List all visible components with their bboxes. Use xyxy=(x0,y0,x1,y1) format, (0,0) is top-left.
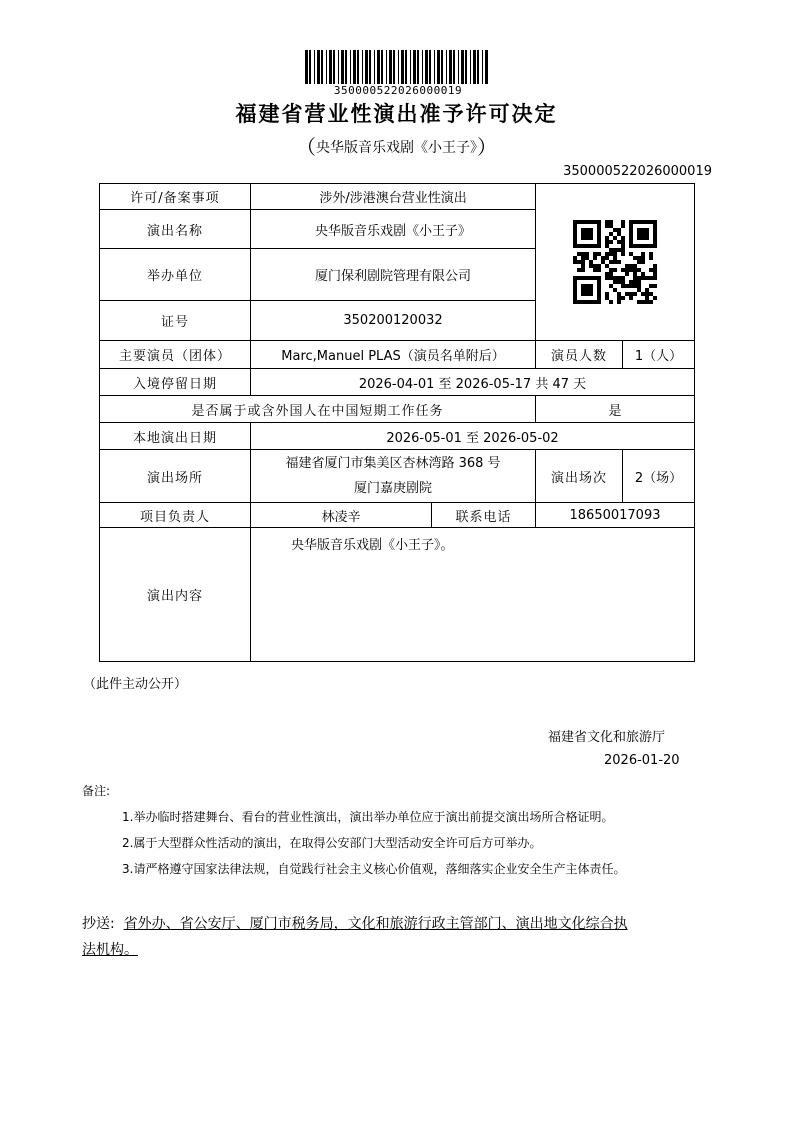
entry-stay-label: 入境停留日期 xyxy=(100,369,251,396)
qr-module xyxy=(589,260,593,264)
barcode-bar xyxy=(434,50,435,84)
barcode-bar xyxy=(470,50,471,84)
qr-module xyxy=(609,220,613,224)
barcode-number: 35000052202600001​9 xyxy=(333,84,463,97)
qr-module xyxy=(641,292,645,296)
show-name-value: 央华版音乐戏剧《小王子》 xyxy=(251,210,536,249)
qr-module xyxy=(649,252,653,256)
cc-label: 抄送: xyxy=(82,916,115,932)
qr-module xyxy=(633,256,637,260)
qr-module xyxy=(637,228,649,240)
barcode-bar xyxy=(441,50,443,84)
permit-item-value: 涉外/涉港澳台营业性演出 xyxy=(251,184,536,210)
barcode-bar xyxy=(389,50,392,84)
cc-list xyxy=(82,911,722,963)
barcode-bar xyxy=(353,50,356,84)
issuing-authority: 福建省文化和旅游厅 xyxy=(548,730,666,745)
permit-item-label: 许可/备案事项 xyxy=(100,184,251,210)
qr-module xyxy=(633,276,637,280)
qr-module xyxy=(625,268,629,272)
contact-phone-value: 18650017093 xyxy=(536,503,695,528)
qr-module xyxy=(573,260,577,264)
qr-module xyxy=(609,260,613,264)
qr-module xyxy=(593,268,597,272)
qr-module xyxy=(653,284,657,288)
subtitle-text: 央华版音乐戏剧《小王子》 xyxy=(316,140,477,156)
barcode-bar xyxy=(345,50,347,84)
qr-module xyxy=(605,220,609,224)
cc-recipients-line1: 省外办、省公安厅、厦门市税务局，文化和旅游行政主管部门、演出地文化综合执 xyxy=(123,916,628,932)
show-content-value: 央华版音乐戏剧《小王子》。 xyxy=(251,528,695,662)
entry-stay-value: 2026-04-01 至 2026-05-17 共 47 天 xyxy=(251,369,695,396)
qr-module xyxy=(637,268,641,272)
performer-count-value: 1（人） xyxy=(623,341,695,369)
project-lead-label: 项目负责人 xyxy=(100,503,251,528)
qr-module xyxy=(645,288,649,292)
venue-name: 厦门嘉庚剧院 xyxy=(354,481,433,496)
qr-module xyxy=(581,252,585,256)
qr-module xyxy=(581,260,585,264)
qr-module xyxy=(593,264,597,268)
local-show-date-value: 2026-05-01 至 2026-05-02 xyxy=(251,423,695,450)
qr-module xyxy=(597,264,601,268)
table-row xyxy=(100,396,695,423)
barcode-bar xyxy=(429,50,431,84)
qr-module xyxy=(609,272,613,276)
qr-module xyxy=(573,256,577,260)
barcode-bar xyxy=(473,50,476,84)
qr-module xyxy=(609,300,613,304)
barcode-bar xyxy=(362,50,363,84)
table-row xyxy=(100,503,695,528)
barcode-bar xyxy=(386,50,387,84)
barcode-bar xyxy=(329,50,332,84)
qr-module xyxy=(629,252,633,256)
qr-module xyxy=(649,268,653,272)
barcode-bar xyxy=(305,50,308,84)
barcode-bar xyxy=(321,50,323,84)
qr-module xyxy=(605,296,609,300)
qr-module xyxy=(645,300,649,304)
barcode-bar xyxy=(401,50,404,84)
qr-module xyxy=(621,268,625,272)
qr-module xyxy=(633,268,637,272)
foreign-short-term-label: 是否属于或含外国人在中国短期工作任务 xyxy=(100,396,536,423)
local-show-date-label: 本地演出日期 xyxy=(100,423,251,450)
show-content-label: 演出内容 xyxy=(100,528,251,662)
qr-module xyxy=(593,256,597,260)
qr-module xyxy=(617,248,621,252)
barcode-bar xyxy=(465,50,467,84)
barcode-bar xyxy=(413,50,416,84)
qr-module xyxy=(621,248,625,252)
qr-module xyxy=(625,284,629,288)
qr-module xyxy=(625,272,629,276)
show-count-label: 演出场次 xyxy=(536,450,623,503)
table-row xyxy=(100,528,695,662)
public-disclosure-note: （此件主动公开） xyxy=(83,677,188,692)
qr-module xyxy=(605,292,609,296)
qr-module xyxy=(577,252,581,256)
barcode-bar xyxy=(393,50,395,84)
qr-module xyxy=(617,232,621,236)
barcode-bar xyxy=(422,50,423,84)
qr-module xyxy=(601,260,605,264)
qr-module xyxy=(617,300,621,304)
qr-module xyxy=(585,252,589,256)
qr-module xyxy=(637,260,641,264)
barcode-bar xyxy=(425,50,428,84)
qr-module xyxy=(649,256,653,260)
venue-address: 福建省厦门市集美区杏林湾路 368 号 xyxy=(285,456,501,471)
barcode-bar xyxy=(405,50,407,84)
qr-module xyxy=(609,240,613,244)
qr-module xyxy=(617,280,621,284)
qr-module xyxy=(617,228,621,232)
remark-item: 3.请严格遵守国家法律法规，自觉践行社会主义核心价值观，落细落实企业安全生产主体责任。 xyxy=(122,862,626,876)
document-subtitle xyxy=(0,131,793,160)
qr-module xyxy=(621,240,625,244)
qr-module xyxy=(621,280,625,284)
qr-module xyxy=(637,300,641,304)
qr-module xyxy=(613,288,617,292)
barcode-bar xyxy=(350,50,351,84)
venue-label: 演出场所 xyxy=(100,450,251,503)
main-performers-label: 主要演员（团体） xyxy=(100,341,251,369)
qr-module xyxy=(577,268,581,272)
show-name-label: 演出名称 xyxy=(100,210,251,249)
barcode-bar xyxy=(446,50,447,84)
qr-module xyxy=(617,276,621,280)
qr-module xyxy=(605,244,609,248)
qr-module xyxy=(645,292,649,296)
organizer-value: 厦门保利剧院管理有限公司 xyxy=(251,249,536,301)
qr-module xyxy=(633,280,637,284)
barcode-bar xyxy=(410,50,411,84)
barcode-bar xyxy=(485,50,488,84)
barcode-bar xyxy=(477,50,479,84)
venue-value xyxy=(251,450,536,503)
barcode-bar xyxy=(338,50,339,84)
qr-module xyxy=(609,276,613,280)
table-row xyxy=(100,184,695,210)
qr-module xyxy=(605,236,609,240)
barcode-bar xyxy=(482,50,483,84)
qr-module xyxy=(625,264,629,268)
qr-module xyxy=(637,256,641,260)
qr-module xyxy=(629,296,633,300)
qr-module xyxy=(653,264,657,268)
license-number-label: 证号 xyxy=(100,301,251,341)
qr-module xyxy=(605,256,609,260)
qr-module xyxy=(613,276,617,280)
barcode-bar xyxy=(357,50,359,84)
qr-module xyxy=(633,272,637,276)
qr-module xyxy=(653,272,657,276)
qr-module xyxy=(645,276,649,280)
qr-module xyxy=(581,264,585,268)
table-row xyxy=(100,341,695,369)
license-number-value: 350200120032 xyxy=(251,301,536,341)
qr-module xyxy=(621,284,625,288)
table-row xyxy=(100,369,695,396)
barcode-bar xyxy=(365,50,368,84)
remark-item: 1.举办临时搭建舞台、看台的营业性演出，演出举办单位应于演出前提交演出场所合格证明。 xyxy=(122,810,614,824)
qr-module xyxy=(613,260,617,264)
qr-module xyxy=(609,224,613,228)
cc-recipients-line2: 法机构。 xyxy=(82,942,138,958)
qr-module xyxy=(641,252,645,256)
remarks-heading: 备注: xyxy=(82,784,111,798)
qr-module xyxy=(613,252,617,256)
qr-module xyxy=(633,264,637,268)
qr-cell xyxy=(536,184,695,341)
qr-module xyxy=(613,248,617,252)
qr-module xyxy=(605,252,609,256)
qr-module xyxy=(609,248,613,252)
qr-module xyxy=(621,244,625,248)
qr-module xyxy=(609,284,613,288)
document-title: 福建省营业性演出准予许可决定 xyxy=(235,102,558,126)
qr-module xyxy=(581,268,585,272)
barcode-bar xyxy=(458,50,459,84)
subtitle-open-paren: （ xyxy=(296,135,316,159)
main-performers-value: Marc,Manuel PLAS（演员名单附后） xyxy=(251,341,536,369)
barcode-bar xyxy=(461,50,464,84)
qr-module xyxy=(641,276,645,280)
barcode-bar xyxy=(437,50,440,84)
barcode-bar xyxy=(398,50,399,84)
qr-module xyxy=(629,264,633,268)
qr-module xyxy=(597,268,601,272)
qr-module xyxy=(605,276,609,280)
table-row xyxy=(100,423,695,450)
qr-module xyxy=(597,252,601,256)
qr-module xyxy=(621,296,625,300)
qr-code-icon xyxy=(573,220,657,304)
qr-module xyxy=(641,272,645,276)
qr-module xyxy=(653,268,657,272)
qr-module xyxy=(605,240,609,244)
qr-module xyxy=(637,276,641,280)
qr-module xyxy=(585,256,589,260)
qr-module xyxy=(589,264,593,268)
barcode-bar xyxy=(369,50,371,84)
qr-module xyxy=(605,264,609,268)
qr-module xyxy=(617,240,621,244)
permit-table xyxy=(99,183,695,662)
qr-module xyxy=(609,252,613,256)
barcode-bar xyxy=(374,50,375,84)
qr-module xyxy=(601,256,605,260)
subtitle-close-paren: ） xyxy=(477,135,497,159)
qr-module xyxy=(621,276,625,280)
qr-module xyxy=(653,296,657,300)
qr-module xyxy=(653,276,657,280)
barcode xyxy=(303,50,493,84)
qr-module xyxy=(605,224,609,228)
qr-module xyxy=(637,284,641,288)
qr-module xyxy=(649,276,653,280)
qr-module xyxy=(581,228,593,240)
qr-module xyxy=(581,284,593,296)
qr-module xyxy=(641,256,645,260)
qr-module xyxy=(649,292,653,296)
qr-module xyxy=(649,284,653,288)
barcode-bar xyxy=(417,50,419,84)
qr-module xyxy=(613,256,617,260)
qr-module xyxy=(629,284,633,288)
qr-module xyxy=(629,268,633,272)
project-lead-value: 林凌辛 xyxy=(251,503,432,528)
qr-module xyxy=(629,280,633,284)
qr-module xyxy=(621,236,625,240)
document-number: 350000522026000019 xyxy=(563,164,712,179)
qr-module xyxy=(633,284,637,288)
qr-module xyxy=(577,260,581,264)
qr-module xyxy=(649,300,653,304)
qr-module xyxy=(617,296,621,300)
qr-module xyxy=(609,232,613,236)
qr-module xyxy=(645,296,649,300)
qr-module xyxy=(641,260,645,264)
organizer-label: 举办单位 xyxy=(100,249,251,301)
barcode-bar xyxy=(381,50,383,84)
remark-item: 2.属于大型群众性活动的演出，在取得公安部门大型活动安全许可后方可举办。 xyxy=(122,836,542,850)
qr-module xyxy=(609,268,613,272)
contact-phone-label: 联系电话 xyxy=(432,503,536,528)
qr-module xyxy=(637,280,641,284)
qr-module xyxy=(621,220,625,224)
qr-module xyxy=(605,272,609,276)
qr-module xyxy=(617,260,621,264)
table-row xyxy=(100,450,695,503)
show-count-value: 2（场） xyxy=(623,450,695,503)
foreign-short-term-value: 是 xyxy=(536,396,695,423)
issue-date: 2026-01-20 xyxy=(604,753,680,768)
barcode-bar xyxy=(377,50,380,84)
qr-module xyxy=(581,256,585,260)
performer-count-label: 演员人数 xyxy=(536,341,623,369)
barcode-bar xyxy=(453,50,455,84)
qr-module xyxy=(613,280,617,284)
barcode-bar xyxy=(333,50,335,84)
qr-module xyxy=(621,252,625,256)
qr-module xyxy=(593,252,597,256)
qr-module xyxy=(613,236,617,240)
qr-module xyxy=(637,288,641,292)
qr-module xyxy=(621,224,625,228)
barcode-bar xyxy=(326,50,327,84)
qr-module xyxy=(613,268,617,272)
barcode-bar xyxy=(449,50,452,84)
qr-module xyxy=(625,292,629,296)
qr-module xyxy=(633,292,637,296)
barcode-bar xyxy=(341,50,344,84)
barcode-bar xyxy=(314,50,315,84)
barcode-bar xyxy=(309,50,311,84)
qr-module xyxy=(629,292,633,296)
qr-module xyxy=(617,292,621,296)
barcode-bar xyxy=(317,50,320,84)
qr-module xyxy=(641,300,645,304)
qr-module xyxy=(613,228,617,232)
